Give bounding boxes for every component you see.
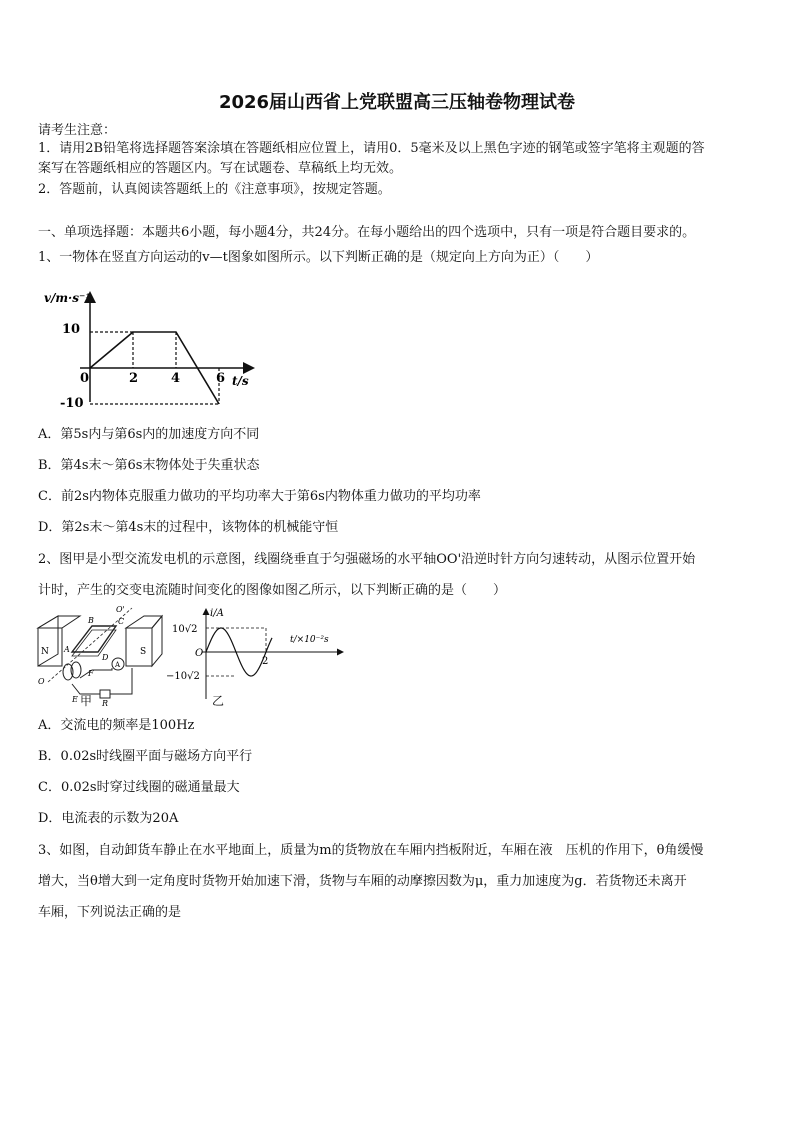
vt-x-tick-6: 6 [216, 371, 226, 386]
it-x-tick-2: 2 [262, 656, 269, 667]
q1-vt-graph [40, 284, 260, 414]
q2-option-d: D．电流表的示数为20A [38, 811, 179, 826]
question-1-stem: 1、一物体在竖直方向运动的v—t图象如图所示。以下判断正确的是（规定向上方向为正）（ ） [38, 250, 599, 265]
it-y-tick-bottom: −10√2 [166, 671, 200, 682]
q1-option-d: D．第2s末～第4s末的过程中，该物体的机械能守恒 [38, 520, 339, 535]
q1-option-c: C．前2s内物体克服重力做功的平均功率大于第6s内物体重力做功的平均功率 [38, 489, 481, 504]
vt-y-axis-label: v/m·s⁻¹ [44, 291, 91, 305]
notice-item-2: 2．答题前，认真阅读答题纸上的《注意事项》，按规定答题。 [38, 182, 391, 197]
vt-origin-label: 0 [80, 371, 90, 386]
it-y-tick-top: 10√2 [172, 624, 198, 635]
q2-option-a: A．交流电的频率是100Hz [38, 718, 195, 733]
label-n: N [41, 647, 49, 657]
question-3-line-3: 车厢，下列说法正确的是 [38, 905, 182, 920]
notice-heading: 请考生注意： [38, 123, 117, 138]
question-3-line-2: 增大，当θ增大到一定角度时货物开始加速下滑，货物与车厢的动摩擦因数为μ，重力加速度为g．若货物还未离开 [38, 874, 687, 889]
q1-option-b: B．第4s末～第6s末物体处于失重状态 [38, 458, 260, 473]
vt-x-tick-4: 4 [171, 371, 181, 386]
vt-x-tick-2: 2 [129, 371, 139, 386]
section-1-heading: 一、单项选择题：本题共6小题，每小题4分，共24分。在每小题给出的四个选项中，只有一项是符合题目要求的。 [38, 225, 696, 240]
fig-jia-caption: 甲 [80, 694, 93, 708]
magnet-n-side [38, 616, 58, 666]
question-3-line-1: 3、如图，自动卸货车静止在水平地面上，质量为m的货物放在车厢内挡板附近，车厢在液 压机的作用下，θ角缓慢 [38, 843, 704, 858]
label-b: B [88, 616, 94, 625]
label-ammeter: A [115, 661, 121, 669]
it-origin-label: O [195, 648, 204, 659]
vt-y-tick-10: 10 [62, 322, 81, 337]
q1-option-a: A．第5s内与第6s内的加速度方向不同 [38, 427, 260, 442]
notice-item-1-cont: 案写在答题纸相应的答题区内。写在试题卷、草稿纸上均无效。 [38, 161, 403, 176]
question-2-stem-line-2: 计时，产生的交变电流随时间变化的图像如图乙所示，以下判断正确的是（ ） [38, 583, 507, 598]
page-title: 2026届山西省上党联盟高三压轴卷物理试卷 [218, 92, 576, 113]
notice-item-1: 1．请用2B铅笔将选择题答案涂填在答题纸相应位置上，请用0．5毫米及以上黑色字迹的钢笔或签字笔将主观题的答 [38, 141, 705, 156]
q2-current-graph [166, 604, 346, 704]
vt-x-axis-label: t/s [232, 374, 249, 388]
label-c: C [118, 617, 125, 626]
label-a: A [64, 645, 70, 654]
it-x-axis-label: t/×10⁻²s [290, 635, 329, 645]
q2-option-c: C．0.02s时穿过线圈的磁通量最大 [38, 780, 240, 795]
label-o: O [38, 677, 45, 686]
label-r: R [102, 699, 109, 708]
fig-yi-caption: 乙 [212, 694, 225, 708]
it-y-axis-label: i/A [210, 608, 224, 619]
magnet-s [126, 628, 152, 666]
label-d: D [102, 653, 109, 662]
label-o-prime: O' [116, 605, 125, 614]
label-f: F [88, 669, 94, 678]
vt-y-tick-minus-10: -10 [60, 396, 84, 411]
label-s: S [140, 647, 147, 657]
q2-option-b: B．0.02s时线圈平面与磁场方向平行 [38, 749, 253, 764]
label-e: E [72, 695, 78, 704]
question-2-stem-line-1: 2、图甲是小型交流发电机的示意图，线圈绕垂直于匀强磁场的水平轴OO'沿逆时针方向匀速转动，从图示位置开始 [38, 552, 696, 567]
